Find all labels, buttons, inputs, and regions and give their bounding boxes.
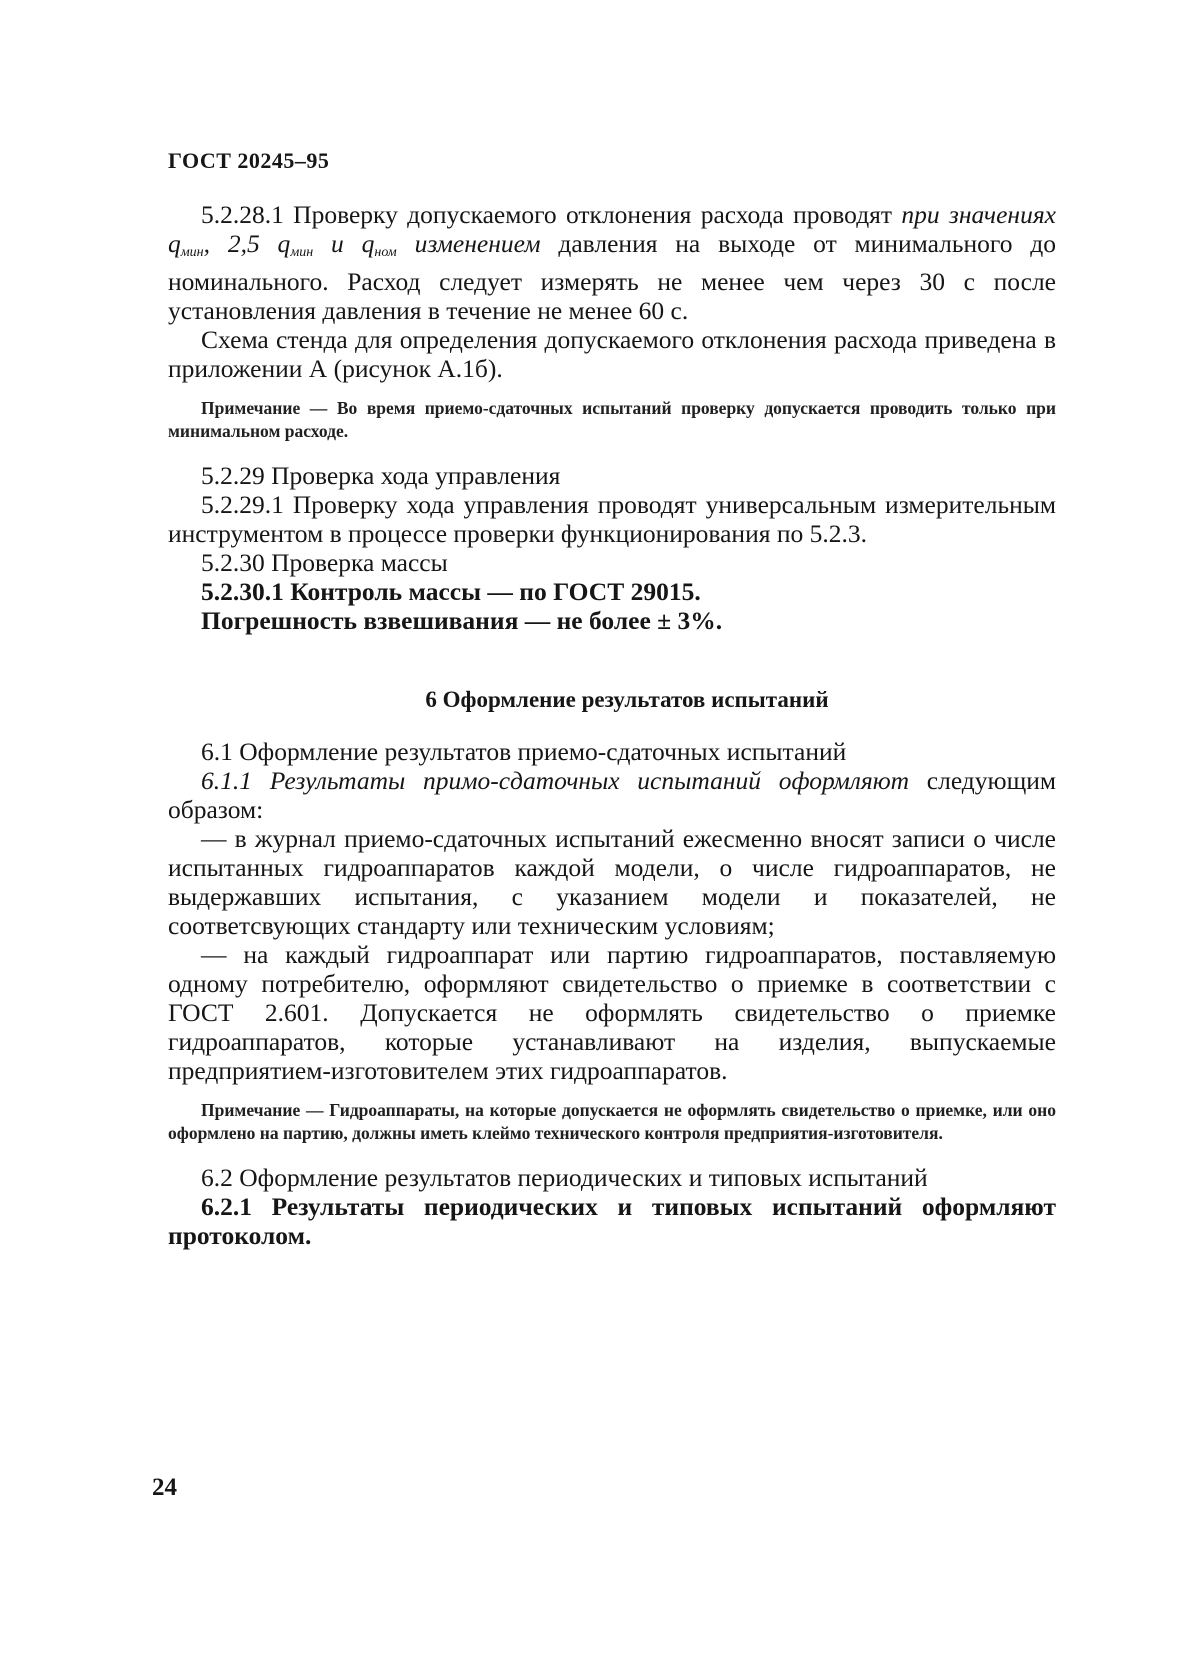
paragraph-journal: — в журнал приемо-сдаточных испытаний ежесменно вносят записи о числе испытанных гидроаппаратов каждой модели, о числе гидроаппаратов, не выдержавших испытания, с указанием модели и показателей, не соответсвующих стандарту или техническим условиям; [168, 824, 1056, 940]
paragraph-italic-d: изменением [396, 229, 541, 258]
paragraph-5-2-28-1 [168, 200, 1056, 325]
paragraph-6-1: 6.1 Оформление результатов приемо-сдаточных испытаний [201, 737, 847, 766]
paragraph-italic-c: и q [313, 229, 375, 258]
page-number: 24 [152, 1474, 177, 1501]
paragraph-6-2: 6.2 Оформление результатов периодических и типовых испытаний [201, 1163, 928, 1192]
note-acceptance: Примечание — Во время приемо-сдаточных испытаний проверку допускается проводить только при минимальном расходе. [168, 398, 1056, 441]
paragraph-6-1-1 [168, 766, 1056, 824]
paragraph-5-2-30-1: 5.2.30.1 Контроль массы — по ГОСТ 29015. [201, 577, 701, 606]
document-body [168, 200, 1056, 1250]
note-hydraulic-devices: Примечание — Гидроаппараты, на которые допускается не оформлять свидетельство о приемке, или оно оформлено на партию, должны иметь клеймо технического контроля предприятия-изготовителя. [168, 1100, 1056, 1143]
paragraph-italic-b: , 2,5 q [203, 229, 291, 258]
paragraph-weighing-error: Погрешность взвешивания — не более ± 3%. [201, 606, 723, 635]
paragraph-5-2-29: 5.2.29 Проверка хода управления [201, 461, 561, 490]
paragraph-italic-a: при значениях q [168, 200, 1056, 258]
paragraph-5-2-30: 5.2.30 Проверка массы [201, 548, 448, 577]
paragraph-6-1-1-italic: 6.1.1 Результаты примо-сдаточных испытаний оформляют [201, 766, 910, 795]
paragraph-6-1-1-rest: следующим образом: [168, 766, 1056, 824]
subscript-min-2: мин [290, 245, 314, 260]
subscript-min-1: мин [180, 245, 204, 260]
paragraph-scheme: Схема стенда для определения допускаемого отклонения расхода приведена в приложении А (рисунок А.1б). [168, 325, 1056, 383]
paragraph-6-2-1: 6.2.1 Результаты периодических и типовых испытаний оформляют протоколом. [168, 1192, 1056, 1250]
paragraph-lead: 5.2.28.1 Проверку допускаемого отклонения расхода проводят [201, 200, 893, 229]
document-header: ГОСТ 20245–95 [168, 148, 330, 173]
subscript-nom: ном [374, 245, 397, 260]
paragraph-certificate: — на каждый гидроаппарат или партию гидроаппаратов, поставляемую одному потребителю, оформляют свидетельство о приемке в соответствии с ГОСТ 2.601. Допускается не оформлять свидетельство о приемке гидроаппаратов, которые устанавливают на изделия, выпускаемые предприятием-изготовителем этих гидроаппаратов. [168, 940, 1056, 1085]
paragraph-rest: давления на выходе от минимального до номинального. Расход следует измерять не менее чем через 30 с после установления давления в течение не менее 60 с. [168, 229, 1057, 325]
section-6-title: 6 Оформление результатов испытаний [425, 687, 829, 712]
paragraph-5-2-29-1: 5.2.29.1 Проверку хода управления проводят универсальным измерительным инструментом в процессе проверки функционирования по 5.2.3. [168, 490, 1056, 548]
